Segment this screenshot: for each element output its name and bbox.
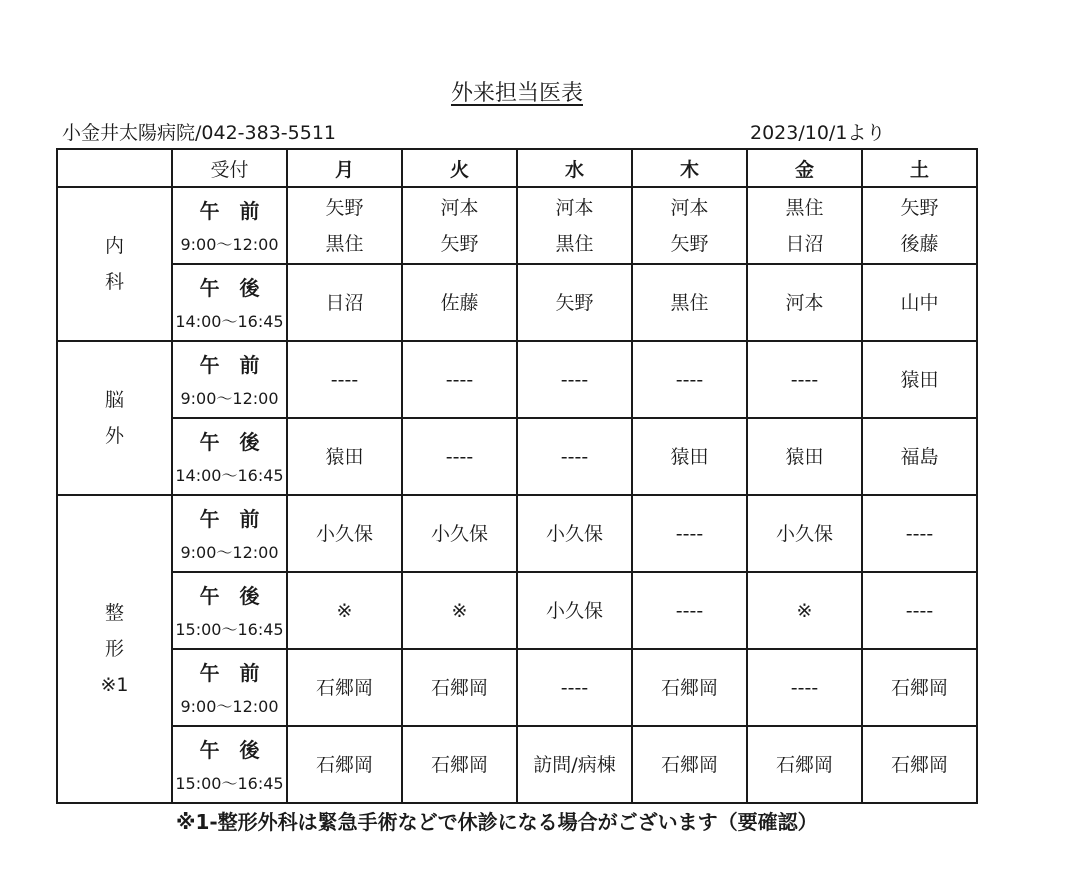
doctor-name: 黒住 bbox=[670, 291, 709, 314]
doctor-cell bbox=[402, 264, 517, 341]
doctor-cell bbox=[287, 649, 402, 726]
schedule-row bbox=[57, 341, 977, 418]
department-name-line: 外 bbox=[104, 425, 124, 447]
period-label: 午 後 bbox=[199, 275, 260, 300]
doctor-name: ---- bbox=[445, 368, 474, 391]
doctor-cell bbox=[747, 649, 862, 726]
department-name bbox=[57, 495, 172, 803]
header-day: 土 bbox=[862, 149, 977, 187]
header-blank bbox=[57, 149, 172, 187]
doctor-name: 矢野 bbox=[440, 232, 479, 255]
doctor-name: 石郷岡 bbox=[315, 753, 373, 776]
doctor-name: 山中 bbox=[900, 291, 939, 314]
schedule-row bbox=[57, 187, 977, 264]
doctor-name: 小久保 bbox=[545, 522, 603, 545]
doctor-name: 石郷岡 bbox=[660, 753, 718, 776]
doctor-cell bbox=[747, 187, 862, 264]
header-day: 木 bbox=[632, 149, 747, 187]
department-name bbox=[57, 187, 172, 341]
doctor-name: 河本 bbox=[670, 196, 709, 219]
doctor-name: ---- bbox=[560, 445, 589, 468]
doctor-cell bbox=[517, 572, 632, 649]
schedule-row bbox=[57, 572, 977, 649]
doctor-name: 佐藤 bbox=[440, 291, 479, 314]
doctor-name: ---- bbox=[560, 676, 589, 699]
reception-period bbox=[172, 264, 287, 341]
doctor-cell bbox=[402, 572, 517, 649]
period-label: 午 前 bbox=[199, 352, 260, 377]
period-time: 15:00～16:45 bbox=[175, 773, 284, 793]
department-name-line: 整 bbox=[104, 602, 124, 624]
hospital-name-phone: 小金井太陽病院/042-383-5511 bbox=[62, 122, 336, 144]
doctor-name: 小久保 bbox=[430, 522, 488, 545]
period-label: 午 後 bbox=[199, 737, 260, 762]
reception-period bbox=[172, 572, 287, 649]
doctor-name: ※ bbox=[336, 599, 353, 622]
doctor-name: 猿田 bbox=[325, 445, 364, 468]
period-label: 午 前 bbox=[199, 660, 260, 685]
period-time: 9:00～12:00 bbox=[180, 696, 279, 716]
doctor-name: ---- bbox=[445, 445, 474, 468]
doctor-name: 石郷岡 bbox=[660, 676, 718, 699]
doctor-name: 小久保 bbox=[315, 522, 373, 545]
doctor-cell bbox=[632, 572, 747, 649]
doctor-name: 石郷岡 bbox=[430, 676, 488, 699]
doctor-name: 河本 bbox=[440, 196, 479, 219]
doctor-name: 矢野 bbox=[325, 196, 364, 219]
doctor-name: 猿田 bbox=[670, 445, 709, 468]
doctor-cell bbox=[747, 495, 862, 572]
doctor-cell bbox=[517, 187, 632, 264]
header-day: 月 bbox=[287, 149, 402, 187]
schedule-table bbox=[56, 148, 978, 804]
period-time: 9:00～12:00 bbox=[180, 388, 279, 408]
period-label: 午 後 bbox=[199, 583, 260, 608]
doctor-cell bbox=[862, 572, 977, 649]
doctor-cell bbox=[632, 264, 747, 341]
doctor-cell bbox=[862, 187, 977, 264]
doctor-name: ---- bbox=[790, 676, 819, 699]
doctor-name: 黒住 bbox=[785, 196, 824, 219]
header-day: 水 bbox=[517, 149, 632, 187]
doctor-name: 福島 bbox=[900, 445, 939, 468]
doctor-cell bbox=[632, 418, 747, 495]
schedule-row bbox=[57, 495, 977, 572]
doctor-name: 河本 bbox=[785, 291, 824, 314]
doctor-name: 猿田 bbox=[785, 445, 824, 468]
reception-period bbox=[172, 187, 287, 264]
header-day: 金 bbox=[747, 149, 862, 187]
doctor-cell bbox=[287, 264, 402, 341]
doctor-cell bbox=[287, 418, 402, 495]
doctor-name: ---- bbox=[790, 368, 819, 391]
doctor-name: 石郷岡 bbox=[775, 753, 833, 776]
doctor-name: 石郷岡 bbox=[315, 676, 373, 699]
doctor-name: 猿田 bbox=[900, 368, 939, 391]
department-name-line: 脳 bbox=[104, 389, 124, 411]
reception-period bbox=[172, 495, 287, 572]
doctor-cell bbox=[517, 418, 632, 495]
doctor-name: ---- bbox=[675, 599, 704, 622]
doctor-cell bbox=[862, 418, 977, 495]
doctor-cell bbox=[287, 572, 402, 649]
doctor-cell bbox=[287, 187, 402, 264]
doctor-name: 石郷岡 bbox=[890, 676, 948, 699]
doctor-name: 日沼 bbox=[785, 232, 824, 255]
doctor-cell bbox=[287, 726, 402, 803]
period-time: 9:00～12:00 bbox=[180, 542, 279, 562]
period-label: 午 前 bbox=[199, 198, 260, 223]
doctor-name: 石郷岡 bbox=[890, 753, 948, 776]
doctor-name: ---- bbox=[675, 368, 704, 391]
reception-period bbox=[172, 726, 287, 803]
department-name bbox=[57, 341, 172, 495]
department-name-line: ※1 bbox=[100, 674, 129, 696]
doctor-name: ---- bbox=[330, 368, 359, 391]
doctor-name: 小久保 bbox=[545, 599, 603, 622]
header-row bbox=[57, 149, 977, 187]
doctor-cell bbox=[862, 341, 977, 418]
doctor-name: 日沼 bbox=[325, 291, 364, 314]
doctor-name: 矢野 bbox=[670, 232, 709, 255]
doctor-cell bbox=[517, 649, 632, 726]
doctor-cell bbox=[632, 726, 747, 803]
doctor-name: ---- bbox=[675, 522, 704, 545]
doctor-name: 矢野 bbox=[555, 291, 594, 314]
doctor-cell bbox=[517, 264, 632, 341]
doctor-cell bbox=[632, 649, 747, 726]
doctor-cell bbox=[747, 341, 862, 418]
doctor-cell bbox=[402, 495, 517, 572]
department-name-line: 内 bbox=[104, 235, 124, 257]
doctor-cell bbox=[402, 649, 517, 726]
period-time: 9:00～12:00 bbox=[180, 234, 279, 254]
doctor-name: ※ bbox=[796, 599, 813, 622]
department-name-line: 形 bbox=[104, 638, 124, 660]
page-title: 外来担当医表 bbox=[450, 81, 583, 106]
doctor-cell bbox=[632, 495, 747, 572]
doctor-name: 石郷岡 bbox=[430, 753, 488, 776]
doctor-name: 小久保 bbox=[775, 522, 833, 545]
reception-period bbox=[172, 418, 287, 495]
doctor-name: ※ bbox=[451, 599, 468, 622]
doctor-name: ---- bbox=[905, 522, 934, 545]
doctor-name: 矢野 bbox=[900, 196, 939, 219]
doctor-cell bbox=[862, 649, 977, 726]
doctor-cell bbox=[402, 418, 517, 495]
doctor-cell bbox=[517, 726, 632, 803]
doctor-name: 後藤 bbox=[900, 232, 939, 255]
doctor-name: ---- bbox=[560, 368, 589, 391]
schedule-row bbox=[57, 418, 977, 495]
doctor-cell bbox=[402, 187, 517, 264]
doctor-cell bbox=[747, 726, 862, 803]
doctor-cell bbox=[632, 187, 747, 264]
period-time: 15:00～16:45 bbox=[175, 619, 284, 639]
schedule-row bbox=[57, 649, 977, 726]
doctor-name: 黒住 bbox=[555, 232, 594, 255]
doctor-cell bbox=[517, 341, 632, 418]
doctor-cell bbox=[287, 341, 402, 418]
doctor-cell bbox=[287, 495, 402, 572]
doctor-cell bbox=[747, 572, 862, 649]
doctor-name: ---- bbox=[905, 599, 934, 622]
doctor-cell bbox=[517, 495, 632, 572]
period-label: 午 前 bbox=[199, 506, 260, 531]
doctor-cell bbox=[862, 495, 977, 572]
doctor-cell bbox=[862, 726, 977, 803]
schedule-row bbox=[57, 264, 977, 341]
effective-date: 2023/10/1より bbox=[750, 122, 886, 144]
doctor-cell bbox=[632, 341, 747, 418]
header-day: 火 bbox=[402, 149, 517, 187]
doctor-cell bbox=[747, 418, 862, 495]
header-reception: 受付 bbox=[172, 149, 287, 187]
doctor-cell bbox=[402, 341, 517, 418]
period-time: 14:00～16:45 bbox=[175, 311, 284, 331]
period-label: 午 後 bbox=[199, 429, 260, 454]
doctor-name: 訪問/病棟 bbox=[533, 753, 616, 776]
schedule-row bbox=[57, 726, 977, 803]
footnote: ※1-整形外科は緊急手術などで休診になる場合がございます（要確認） bbox=[176, 810, 818, 834]
doctor-name: 河本 bbox=[555, 196, 594, 219]
reception-period bbox=[172, 649, 287, 726]
doctor-cell bbox=[747, 264, 862, 341]
reception-period bbox=[172, 341, 287, 418]
doctor-name: 黒住 bbox=[325, 232, 364, 255]
doctor-cell bbox=[862, 264, 977, 341]
doctor-cell bbox=[402, 726, 517, 803]
period-time: 14:00～16:45 bbox=[175, 465, 284, 485]
department-name-line: 科 bbox=[104, 271, 124, 293]
